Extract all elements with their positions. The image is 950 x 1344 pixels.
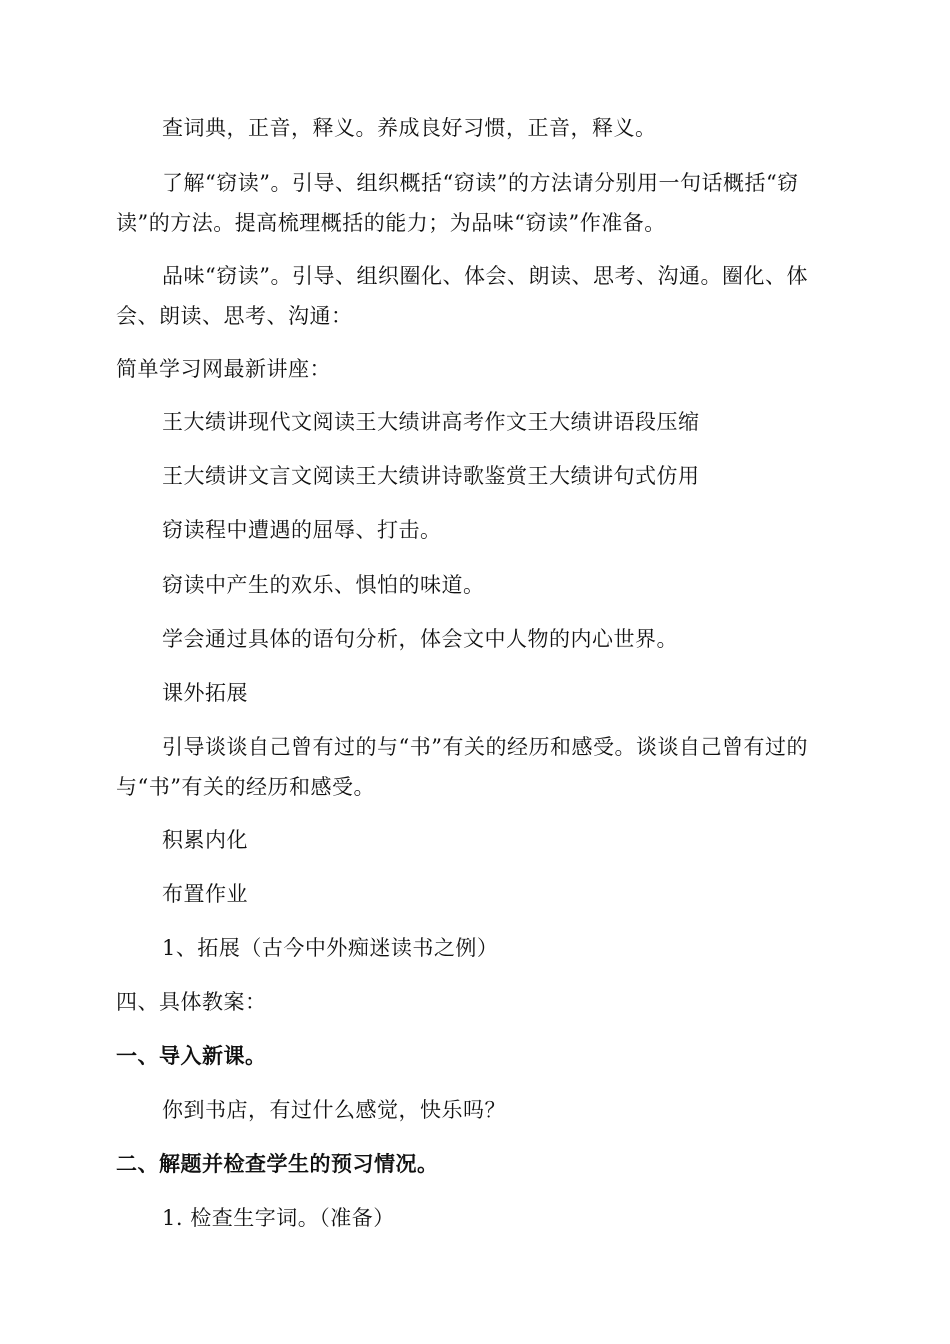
paragraph-check-vocab: 1. 检查生字词。（准备） xyxy=(162,1206,395,1230)
paragraph-dictionary: 查词典，正音，释义。养成良好习惯，正音，释义。 xyxy=(162,116,657,140)
paragraph-accumulate: 积累内化 xyxy=(162,828,248,852)
paragraph-inner-world: 学会通过具体的语句分析，体会文中人物的内心世界。 xyxy=(162,627,678,651)
paragraph-savor-qiedu: 品味“窃读”。引导、组织圈化、体会、朗读、思考、沟通。圈化、体会、朗读、思考、沟通： xyxy=(116,264,808,328)
section-one-heading: 一、导入新课。 xyxy=(116,1043,267,1068)
paragraph-lecture-heading: 简单学习网最新讲座： xyxy=(116,357,331,381)
paragraph-lecture-list-1: 王大绩讲现代文阅读王大绩讲高考作文王大绩讲语段压缩 xyxy=(162,410,700,434)
paragraph-book-experience: 引导谈谈自己曾有过的与“书”有关的经历和感受。谈谈自己曾有过的与“书”有关的经历和感受。 xyxy=(116,735,808,799)
paragraph-bookstore-question: 你到书店，有过什么感觉，快乐吗？ xyxy=(162,1098,506,1122)
paragraph-joy-fear: 窃读中产生的欢乐、惧怕的味道。 xyxy=(162,573,485,597)
paragraph-understand-qiedu: 了解“窃读”。引导、组织概括“窃读”的方法请分别用一句话概括“窃读”的方法。提高梳理概括的能力；为品味“窃读”作准备。 xyxy=(116,171,799,235)
paragraph-homework: 布置作业 xyxy=(162,882,248,906)
section-four-heading: 四、具体教案： xyxy=(116,990,267,1014)
section-two-heading: 二、解题并检查学生的预习情况。 xyxy=(116,1151,439,1176)
paragraph-extension-item: 1、拓展（古今中外痴迷读书之例） xyxy=(162,936,499,960)
paragraph-extension-heading: 课外拓展 xyxy=(162,681,248,705)
paragraph-humiliation: 窃读程中遭遇的屈辱、打击。 xyxy=(162,518,442,542)
paragraph-lecture-list-2: 王大绩讲文言文阅读王大绩讲诗歌鉴赏王大绩讲句式仿用 xyxy=(162,464,700,488)
